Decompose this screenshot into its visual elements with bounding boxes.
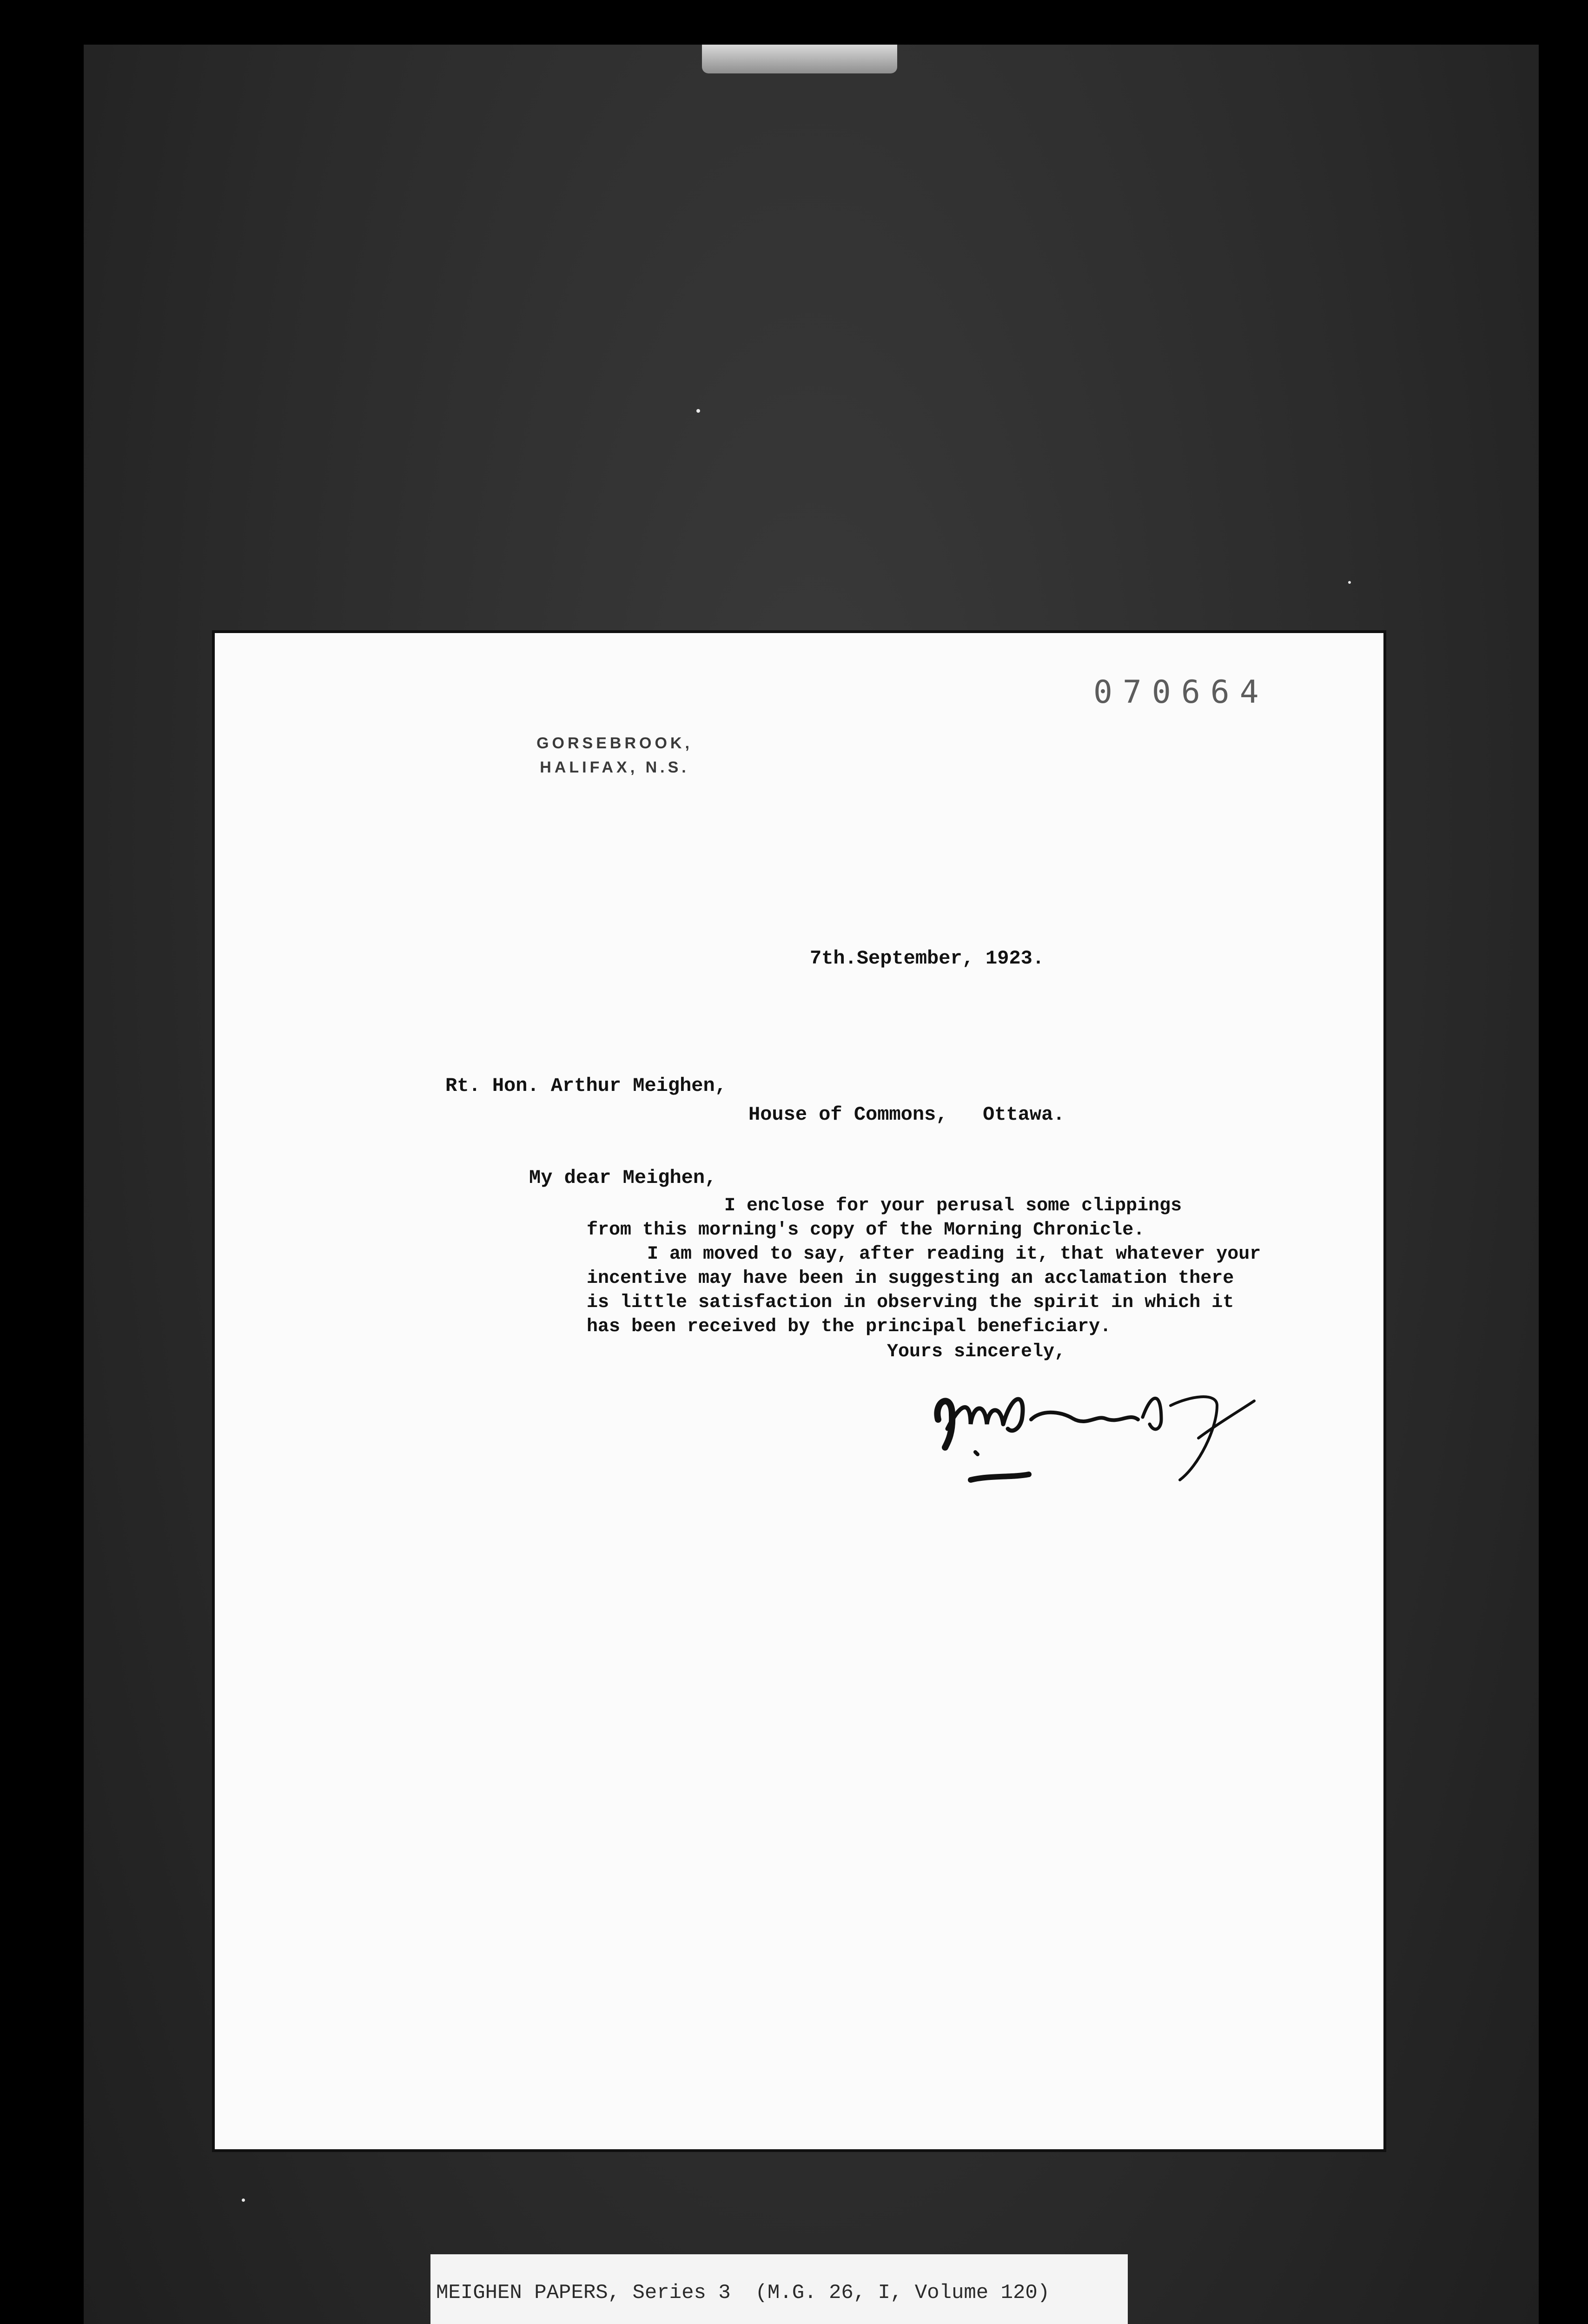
- body-line: from this morning's copy of the Morning Chronicle.: [587, 1220, 1145, 1241]
- letter-date: 7th.September, 1923.: [810, 947, 1045, 970]
- body-line: incentive may have been in suggesting an acclamation there: [587, 1268, 1234, 1289]
- dust-speck: [1348, 581, 1351, 584]
- top-clip: [702, 45, 897, 73]
- collection-label-text: MEIGHEN PAPERS, Series 3 (M.G. 26, I, Volume 120): [436, 2281, 1050, 2304]
- body-line: I am moved to say, after reading it, that whatever your: [647, 1244, 1261, 1265]
- letter-page: [215, 633, 1383, 2149]
- letterhead-line-2: HALIFAX, N.S.: [540, 759, 689, 776]
- letterhead-line-1: GORSEBROOK,: [536, 734, 693, 752]
- document-number: 070664: [1093, 674, 1269, 711]
- closing: Yours sincerely,: [887, 1341, 1066, 1362]
- handwritten-signature: [920, 1364, 1273, 1503]
- body-line: is little satisfaction in observing the spirit in which it: [587, 1292, 1234, 1313]
- recipient-address: House of Commons, Ottawa.: [748, 1103, 1065, 1126]
- collection-label: [430, 2254, 1128, 2324]
- body-line: has been received by the principal beneficiary.: [587, 1316, 1112, 1337]
- salutation: My dear Meighen,: [529, 1167, 717, 1189]
- dust-speck: [696, 409, 700, 413]
- recipient-name: Rt. Hon. Arthur Meighen,: [445, 1075, 727, 1097]
- body-line: I enclose for your perusal some clippings: [724, 1195, 1182, 1216]
- dust-speck: [242, 2199, 245, 2202]
